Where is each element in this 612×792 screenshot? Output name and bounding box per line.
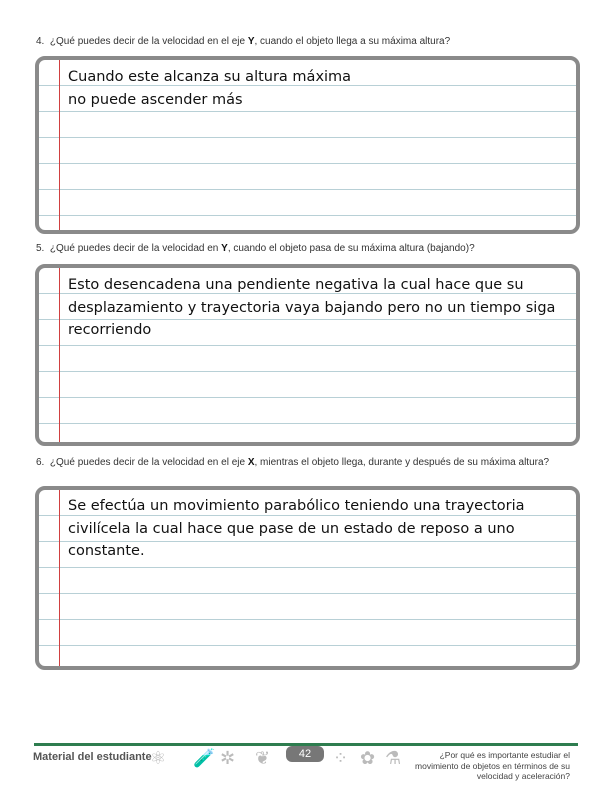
answer-6[interactable]: Se efectúa un movimiento parabólico teniendo una trayectoria civilícela la cual hace que pase de un estado de reposo a uno constante.: [68, 498, 525, 559]
question-6: 6. ¿Qué puedes decir de la velocidad en el eje X, mientras el objeto llega, durante y después de su máxima altura?: [36, 457, 550, 468]
footer-label: Material del estudiante: [33, 751, 152, 763]
leaf-icon: ❦: [255, 748, 271, 768]
atom-icon: ⚛: [150, 748, 167, 768]
footer-question: ¿Por qué es importante estudiar el movimiento de objetos en términos de su velocidad y aceleración?: [415, 750, 570, 781]
dots-icon: ⁘: [333, 748, 349, 768]
margin-line: [59, 490, 60, 666]
page-number: 42: [286, 746, 324, 762]
answer-5[interactable]: Esto desencadena una pendiente negativa la cual hace que su desplazamiento y trayectoria vaya bajando pero no un tiempo siga recorriendo: [68, 277, 556, 338]
answer-box-6[interactable]: [35, 486, 580, 670]
margin-line: [59, 60, 60, 230]
answer-box-5[interactable]: [35, 264, 580, 446]
flower-icon: ✿: [360, 748, 376, 768]
question-4: 4. ¿Qué puedes decir de la velocidad en el eje Y, cuando el objeto llega a su máxima altura?: [36, 36, 451, 47]
molecule-icon: ✲: [220, 748, 236, 768]
answer-4[interactable]: Cuando este alcanza su altura máxima no puede ascender más: [68, 69, 352, 108]
question-5: 5. ¿Qué puedes decir de la velocidad en Y, cuando el objeto pasa de su máxima altura (bajando)?: [36, 243, 475, 254]
test-tube-icon: 🧪: [193, 748, 216, 768]
margin-line: [59, 268, 60, 442]
flask-icon: ⚗: [385, 748, 402, 768]
answer-box-4[interactable]: [35, 56, 580, 234]
